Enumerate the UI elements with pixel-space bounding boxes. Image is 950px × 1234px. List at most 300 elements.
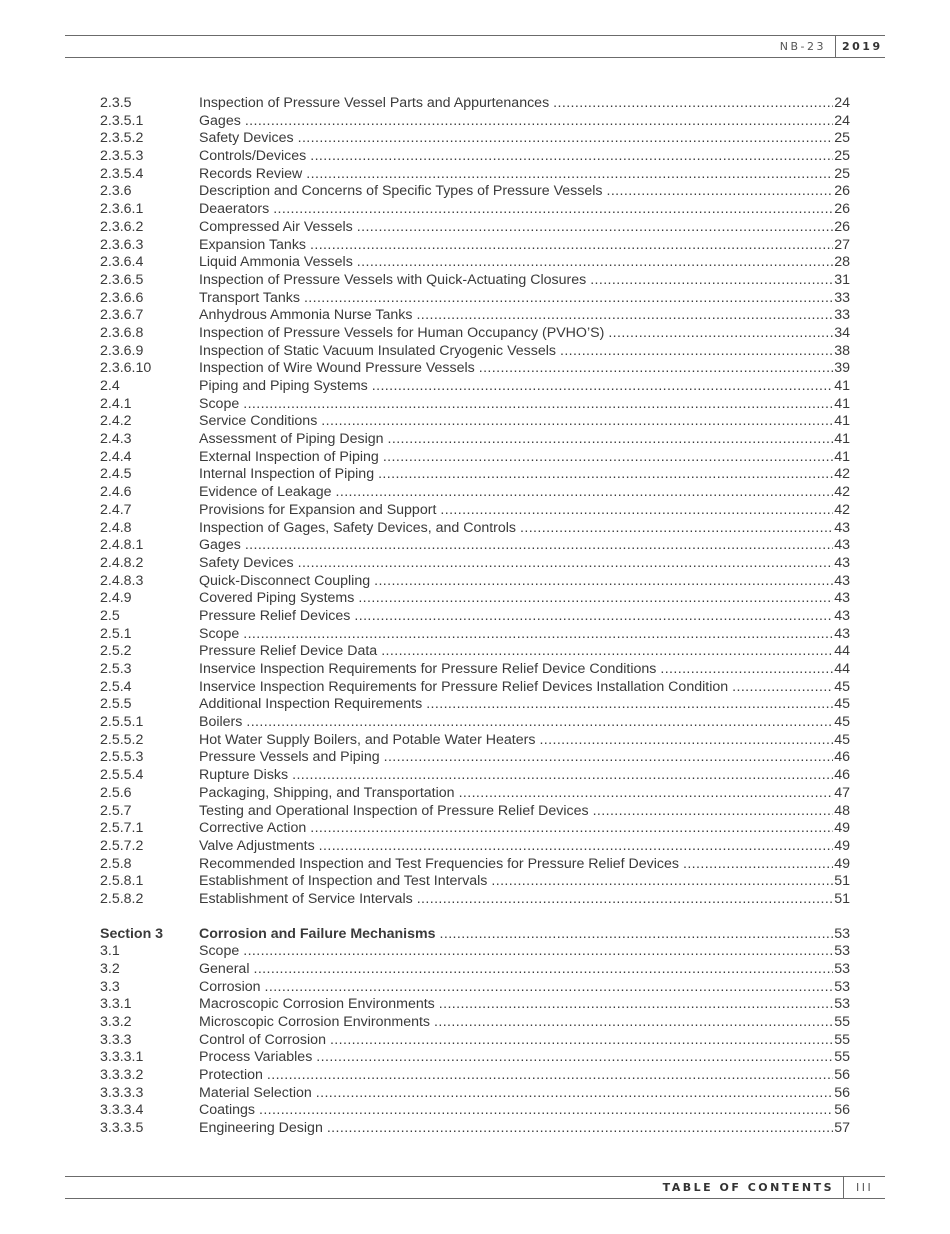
toc-entry-title: Inspection of Wire Wound Pressure Vessels [199, 360, 475, 377]
dot-leader [310, 820, 833, 838]
toc-entry-title: Material Selection [199, 1084, 312, 1101]
toc-entry-page: 24 [834, 112, 850, 129]
toc-entry-title: Pressure Relief Devices [199, 607, 351, 624]
dot-leader [459, 785, 834, 803]
toc-entry-page: 55 [834, 1049, 850, 1066]
toc-entry-page: 27 [834, 236, 850, 253]
toc-entry[interactable] [100, 130, 850, 148]
toc-entry-page: 49 [834, 855, 850, 872]
toc-entry-page: 43 [834, 572, 850, 589]
toc-entry-number: 2.3.6.6 [100, 289, 144, 306]
toc-entry-title: Inservice Inspection Requirements for Pressure Relief Device Conditions [199, 661, 657, 677]
toc-entry[interactable] [100, 1120, 850, 1138]
toc-entry-page: 41 [834, 395, 850, 412]
toc-entry-page: 43 [834, 625, 850, 642]
toc-entry-title: Internal Inspection of Piping [199, 466, 375, 483]
toc-entry[interactable] [100, 891, 850, 909]
toc-entry[interactable] [100, 290, 850, 308]
toc-entry-page: 51 [834, 890, 850, 907]
dot-leader [683, 856, 833, 874]
toc-entry-page: 45 [834, 714, 850, 731]
toc-entry[interactable] [100, 643, 850, 661]
toc-entry[interactable] [100, 573, 850, 591]
toc-entry-page: 45 [834, 731, 850, 748]
dot-leader [383, 449, 833, 467]
toc-entry-page: 34 [834, 324, 850, 341]
toc-entry-title: Assessment of Piping Design [199, 431, 384, 448]
toc-entry[interactable] [100, 1032, 850, 1050]
toc-entry-page: 53 [834, 996, 850, 1013]
toc-entry-number: 3.3.3.4 [100, 1102, 144, 1119]
toc-entry-page: 56 [834, 1102, 850, 1119]
toc-entry-page: 43 [834, 607, 850, 624]
toc-entry-number: 2.5.5.1 [100, 714, 144, 731]
toc-entry-page: 26 [834, 201, 850, 218]
toc-entry[interactable] [100, 1085, 850, 1103]
toc-entry-number: 2.5.8 [100, 855, 132, 872]
dot-leader [553, 95, 833, 113]
dot-leader [357, 219, 833, 237]
toc-entry-title: Establishment of Service Intervals [199, 890, 413, 907]
toc-entry[interactable] [100, 219, 850, 237]
toc-entry-number: 2.5.3 [100, 661, 132, 677]
toc-entry-title: Microscopic Corrosion Environments [199, 1013, 431, 1030]
toc-entry-number: 2.3.6.1 [100, 201, 144, 218]
toc-entry[interactable] [100, 661, 850, 679]
toc-entry-page: 41 [834, 431, 850, 448]
toc-entry-title: Scope [199, 625, 240, 642]
toc-entry[interactable] [100, 608, 850, 626]
dot-leader [246, 714, 833, 732]
toc-entry-number: 2.5.7 [100, 802, 132, 819]
dot-leader [292, 767, 833, 785]
toc-entry[interactable] [100, 767, 850, 785]
toc-entry-number: 2.4.8 [100, 519, 132, 536]
toc-entry-number: 2.4.5 [100, 466, 132, 483]
toc-entry[interactable] [100, 749, 850, 767]
dot-leader [358, 590, 833, 608]
toc-entry-title: Recommended Inspection and Test Frequencies for Pressure Relief Devices [199, 855, 679, 872]
toc-entry-title: Establishment of Inspection and Test Intervals [199, 873, 488, 890]
toc-entry[interactable] [100, 873, 850, 891]
toc-entry-title: Compressed Air Vessels [199, 218, 353, 235]
toc-entry-number: 2.5.5.4 [100, 767, 144, 784]
toc-entry[interactable] [100, 272, 850, 290]
toc-entry-number: 2.3.6.3 [100, 236, 144, 253]
toc-entry[interactable] [100, 943, 850, 961]
toc-entry[interactable] [100, 484, 850, 502]
toc-entry-title: Piping and Piping Systems [199, 378, 368, 394]
toc-entry-page: 53 [834, 943, 850, 960]
toc-entry-number: 2.4.6 [100, 484, 132, 501]
toc-entry[interactable] [100, 254, 850, 272]
toc-entry[interactable] [100, 1067, 850, 1085]
toc-entry-page: 42 [834, 501, 850, 518]
dot-leader [267, 1067, 833, 1085]
toc-entry-number: 2.4.2 [100, 413, 132, 430]
toc-entry-title: Safety Devices [199, 554, 294, 571]
toc-entry-page: 41 [834, 413, 850, 430]
footer-rule-bottom [65, 1198, 885, 1199]
toc-entry-title: Transport Tanks [199, 289, 300, 306]
toc-entry-title: Evidence of Leakage [199, 484, 332, 501]
dot-leader [265, 979, 834, 997]
toc-entry-title: Quick-Disconnect Coupling [199, 572, 371, 589]
toc-entry-title: Gages [199, 112, 241, 129]
toc-entry-number: 2.3.5.3 [100, 148, 144, 165]
toc-entry-page: 53 [834, 978, 850, 995]
toc-entry-title: Records Review [199, 165, 303, 182]
toc-entry-title: Inspection of Pressure Vessel Parts and Appurtenances [199, 95, 550, 111]
toc-entry-page: 41 [834, 378, 850, 394]
toc-entry-page: 44 [834, 643, 850, 660]
toc-entry-number: 2.4.8.1 [100, 537, 144, 554]
toc-entry-title: Boilers [199, 714, 243, 731]
toc-entry-number: 2.3.6.9 [100, 342, 144, 359]
toc-entry-page: 33 [834, 289, 850, 306]
toc-entry-number: 2.5.5.3 [100, 749, 144, 766]
dot-leader [304, 290, 833, 308]
toc-entry-title: Deaerators [199, 201, 270, 218]
toc-entry-number: 2.4.7 [100, 501, 132, 518]
toc-entry[interactable] [100, 926, 850, 944]
toc-entry[interactable] [100, 183, 850, 201]
toc-entry-page: 43 [834, 537, 850, 554]
toc-entry-title: Corrosion and Failure Mechanisms [199, 925, 436, 942]
toc-entry-page: 28 [834, 254, 850, 271]
toc-entry-number: 2.5.8.2 [100, 890, 144, 907]
footer-rule-top [65, 1176, 885, 1177]
toc-entry-title: Macroscopic Corrosion Environments [199, 996, 435, 1013]
toc-entry-title: Expansion Tanks [199, 236, 307, 253]
toc-entry-page: 46 [834, 749, 850, 766]
toc-entry-number: 2.3.5 [100, 95, 132, 111]
toc-entry-page: 56 [834, 1084, 850, 1101]
toc-entry[interactable] [100, 325, 850, 343]
toc-entry-title: Gages [199, 537, 241, 554]
toc-entry[interactable] [100, 679, 850, 697]
toc-entry-title: Inspection of Pressure Vessels with Quick-Actuating Closures [199, 271, 587, 288]
toc-entry[interactable] [100, 838, 850, 856]
toc-entry[interactable] [100, 237, 850, 255]
toc-entry[interactable] [100, 996, 850, 1014]
toc-entry-number: 3.3 [100, 978, 120, 995]
toc-entry-title: Anhydrous Ammonia Nurse Tanks [199, 307, 413, 324]
toc-entry-page: 45 [834, 696, 850, 713]
dot-leader [321, 413, 833, 431]
dot-leader [243, 626, 833, 644]
toc-entry[interactable] [100, 502, 850, 520]
toc-group-2 [100, 926, 850, 1138]
toc-entry-title: Pressure Relief Device Data [199, 643, 378, 660]
dot-leader [336, 484, 834, 502]
dot-leader [330, 1032, 833, 1050]
toc-entry-number: 2.5.1 [100, 625, 132, 642]
toc-entry[interactable] [100, 343, 850, 361]
dot-leader [491, 873, 833, 891]
dot-leader [245, 113, 833, 131]
toc-entry-title: Protection [199, 1067, 263, 1083]
dot-leader [440, 926, 834, 944]
toc-entry-number: 2.3.5.4 [100, 165, 144, 182]
toc-entry-page: 53 [834, 925, 850, 942]
toc-entry[interactable] [100, 113, 850, 131]
toc-entry-title: Inspection of Gages, Safety Devices, and Controls [199, 519, 517, 536]
dot-leader [354, 608, 833, 626]
header-divider [835, 36, 836, 57]
toc-entry-page: 57 [834, 1120, 850, 1137]
dot-leader [384, 749, 834, 767]
toc-entry[interactable] [100, 201, 850, 219]
toc-entry-title: Valve Adjustments [199, 837, 315, 854]
toc-entry-page: 53 [834, 960, 850, 977]
dot-leader [539, 732, 833, 750]
toc-entry[interactable] [100, 856, 850, 874]
dot-leader [439, 996, 833, 1014]
toc-entry-number: 3.3.3.1 [100, 1049, 144, 1066]
toc-entry-title: Coatings [199, 1102, 255, 1119]
toc-entry[interactable] [100, 555, 850, 573]
toc-entry-number: 2.3.6 [100, 183, 132, 200]
dot-leader [372, 378, 833, 396]
toc-entry-title: Controls/Devices [199, 148, 307, 165]
toc-entry-title: Scope [199, 943, 240, 960]
toc-entry[interactable] [100, 626, 850, 644]
dot-leader [593, 803, 834, 821]
toc-entry-page: 39 [834, 360, 850, 377]
toc-entry-page: 43 [834, 590, 850, 607]
toc-entry[interactable] [100, 1049, 850, 1067]
toc-entry-title: Inspection of Static Vacuum Insulated Cryogenic Vessels [199, 342, 556, 359]
toc-entry-page: 55 [834, 1031, 850, 1048]
header-rule-bottom [65, 57, 885, 58]
dot-leader [660, 661, 833, 679]
toc-entry-number: 2.3.6.4 [100, 254, 144, 271]
toc-entry-page: 49 [834, 837, 850, 854]
toc-entry[interactable] [100, 1014, 850, 1032]
toc-entry[interactable] [100, 732, 850, 750]
header-rule-top [65, 35, 885, 36]
toc-entry[interactable] [100, 520, 850, 538]
toc-entry-number: 3.3.2 [100, 1013, 132, 1030]
toc-entry-number: Section 3 [100, 925, 164, 942]
toc-entry[interactable] [100, 979, 850, 997]
toc-entry-title: Description and Concerns of Specific Types of Pressure Vessels [199, 183, 603, 200]
toc-entry-page: 31 [834, 271, 850, 288]
toc-entry-page: 42 [834, 466, 850, 483]
toc-entry-number: 2.3.6.10 [100, 360, 152, 377]
toc-entry-number: 3.3.3.3 [100, 1084, 144, 1101]
toc-entry-number: 2.4.9 [100, 590, 132, 607]
dot-leader [298, 130, 834, 148]
toc-entry[interactable] [100, 396, 850, 414]
toc-entry[interactable] [100, 431, 850, 449]
toc-entry[interactable] [100, 466, 850, 484]
toc-entry-page: 49 [834, 820, 850, 837]
toc-entry-page: 51 [834, 873, 850, 890]
dot-leader [590, 272, 833, 290]
toc-entry-page: 48 [834, 802, 850, 819]
toc-entry-title: Safety Devices [199, 130, 294, 147]
toc-entry-title: Pressure Vessels and Piping [199, 749, 380, 766]
toc-entry-number: 3.3.1 [100, 996, 132, 1013]
toc-group-1 [100, 95, 850, 909]
toc-entry[interactable] [100, 413, 850, 431]
dot-leader [273, 201, 833, 219]
toc-entry[interactable] [100, 449, 850, 467]
toc-entry-page: 45 [834, 678, 850, 695]
toc-entry[interactable] [100, 785, 850, 803]
dot-leader [310, 237, 833, 255]
toc-entry-number: 2.3.6.5 [100, 271, 144, 288]
toc-entry-page: 25 [834, 165, 850, 182]
dot-leader [440, 502, 833, 520]
toc-entry-title: Corrosion [199, 978, 261, 995]
toc-entry-page: 43 [834, 554, 850, 571]
toc-entry-page: 33 [834, 307, 850, 324]
dot-leader [732, 679, 833, 697]
dot-leader [316, 1085, 833, 1103]
toc-entry-number: 2.5.7.2 [100, 837, 144, 854]
toc-entry-number: 2.5.8.1 [100, 873, 144, 890]
dot-leader [520, 520, 833, 538]
toc-entry-page: 41 [834, 448, 850, 465]
dot-leader [608, 325, 833, 343]
dot-leader [310, 148, 833, 166]
toc-entry-number: 2.5.2 [100, 643, 132, 660]
toc-entry-number: 2.3.5.2 [100, 130, 144, 147]
dot-leader [378, 466, 833, 484]
toc-entry-title: Inspection of Pressure Vessels for Human Occupancy (PVHO’S) [199, 324, 605, 341]
toc-entry-number: 3.1 [100, 943, 120, 960]
toc-entry[interactable] [100, 714, 850, 732]
toc-entry-page: 26 [834, 218, 850, 235]
toc-entry-page: 24 [834, 95, 850, 111]
toc-entry-page: 43 [834, 519, 850, 536]
toc-entry-number: 2.5.6 [100, 784, 132, 801]
toc-entry-title: Covered Piping Systems [199, 590, 355, 607]
toc-entry-number: 3.3.3.2 [100, 1067, 144, 1083]
dot-leader [381, 643, 833, 661]
toc-entry-page: 25 [834, 130, 850, 147]
toc-entry[interactable] [100, 696, 850, 714]
toc-entry-number: 2.4.8.2 [100, 554, 144, 571]
toc-entry-page: 47 [834, 784, 850, 801]
dot-leader [417, 891, 834, 909]
footer-divider [843, 1177, 844, 1198]
header-year: 2019 [842, 40, 883, 53]
dot-leader [319, 838, 834, 856]
toc-entry-number: 2.5.5 [100, 696, 132, 713]
dot-leader [245, 537, 833, 555]
toc-entry[interactable] [100, 148, 850, 166]
toc-entry-title: Provisions for Expansion and Support [199, 501, 437, 518]
toc-entry[interactable] [100, 590, 850, 608]
toc-entry[interactable] [100, 1102, 850, 1120]
dot-leader [374, 573, 833, 591]
dot-leader [243, 396, 833, 414]
toc-entry[interactable] [100, 307, 850, 325]
toc-entry[interactable] [100, 820, 850, 838]
dot-leader [298, 555, 834, 573]
toc-entry-number: 2.5.4 [100, 678, 132, 695]
dot-leader [316, 1049, 833, 1067]
dot-leader [306, 166, 833, 184]
dot-leader [357, 254, 833, 272]
toc-entry-title: Engineering Design [199, 1120, 323, 1137]
dot-leader [253, 961, 833, 979]
toc-entry-title: Process Variables [199, 1049, 313, 1066]
toc-entry-number: 3.3.3.5 [100, 1120, 144, 1137]
toc-entry-number: 2.4 [100, 378, 120, 394]
dot-leader [388, 431, 834, 449]
toc-entry-page: 26 [834, 183, 850, 200]
toc-entry-title: Control of Corrosion [199, 1031, 326, 1048]
toc-entry-number: 3.3.3 [100, 1031, 132, 1048]
toc-entry-number: 2.3.6.8 [100, 324, 144, 341]
toc-entry-title: Service Conditions [199, 413, 318, 430]
toc-entry-title: Inservice Inspection Requirements for Pressure Relief Devices Installation Condition [199, 678, 729, 695]
toc-entry-title: Corrective Action [199, 820, 307, 837]
toc-entry-page: 46 [834, 767, 850, 784]
toc-entry-page: 38 [834, 342, 850, 359]
toc-entry-number: 2.3.5.1 [100, 112, 144, 129]
header-doc-id: NB-23 [779, 40, 826, 53]
dot-leader [426, 696, 833, 714]
dot-leader [560, 343, 833, 361]
dot-leader [434, 1014, 833, 1032]
toc-entry-number: 3.2 [100, 960, 120, 977]
toc-entry-title: Packaging, Shipping, and Transportation [199, 784, 455, 801]
toc-entry-title: Scope [199, 395, 240, 412]
toc-entry-title: External Inspection of Piping [199, 448, 379, 465]
dot-leader [243, 943, 833, 961]
toc-entry-page: 25 [834, 148, 850, 165]
footer-page-number: III [856, 1181, 874, 1194]
toc-entry[interactable] [100, 95, 850, 113]
toc-entry[interactable] [100, 803, 850, 821]
toc-entry-number: 2.4.3 [100, 431, 132, 448]
toc-entry-page: 44 [834, 661, 850, 677]
toc-entry-page: 55 [834, 1013, 850, 1030]
dot-leader [327, 1120, 833, 1138]
toc-entry[interactable] [100, 378, 850, 396]
toc-entry-number: 2.4.8.3 [100, 572, 144, 589]
toc-entry[interactable] [100, 537, 850, 555]
toc-entry-title: Additional Inspection Requirements [199, 696, 423, 713]
toc-entry[interactable] [100, 166, 850, 184]
dot-leader [416, 307, 833, 325]
toc-entry-number: 2.5.5.2 [100, 731, 144, 748]
dot-leader [607, 183, 834, 201]
dot-leader [259, 1102, 833, 1120]
toc-entry-page: 42 [834, 484, 850, 501]
toc-entry-number: 2.3.6.2 [100, 218, 144, 235]
toc-entry-title: General [199, 960, 250, 977]
toc-entry-number: 2.3.6.7 [100, 307, 144, 324]
toc-entry[interactable] [100, 961, 850, 979]
toc-entry-page: 56 [834, 1067, 850, 1083]
toc-entry-title: Rupture Disks [199, 767, 289, 784]
dot-leader [479, 360, 833, 378]
toc-entry-number: 2.4.4 [100, 448, 132, 465]
toc-entry[interactable] [100, 360, 850, 378]
toc-entry-title: Testing and Operational Inspection of Pressure Relief Devices [199, 802, 589, 819]
toc-entry-number: 2.5.7.1 [100, 820, 144, 837]
toc-entry-number: 2.4.1 [100, 395, 132, 412]
footer-section-title: TABLE OF CONTENTS [662, 1181, 834, 1194]
toc-entry-number: 2.5 [100, 607, 120, 624]
